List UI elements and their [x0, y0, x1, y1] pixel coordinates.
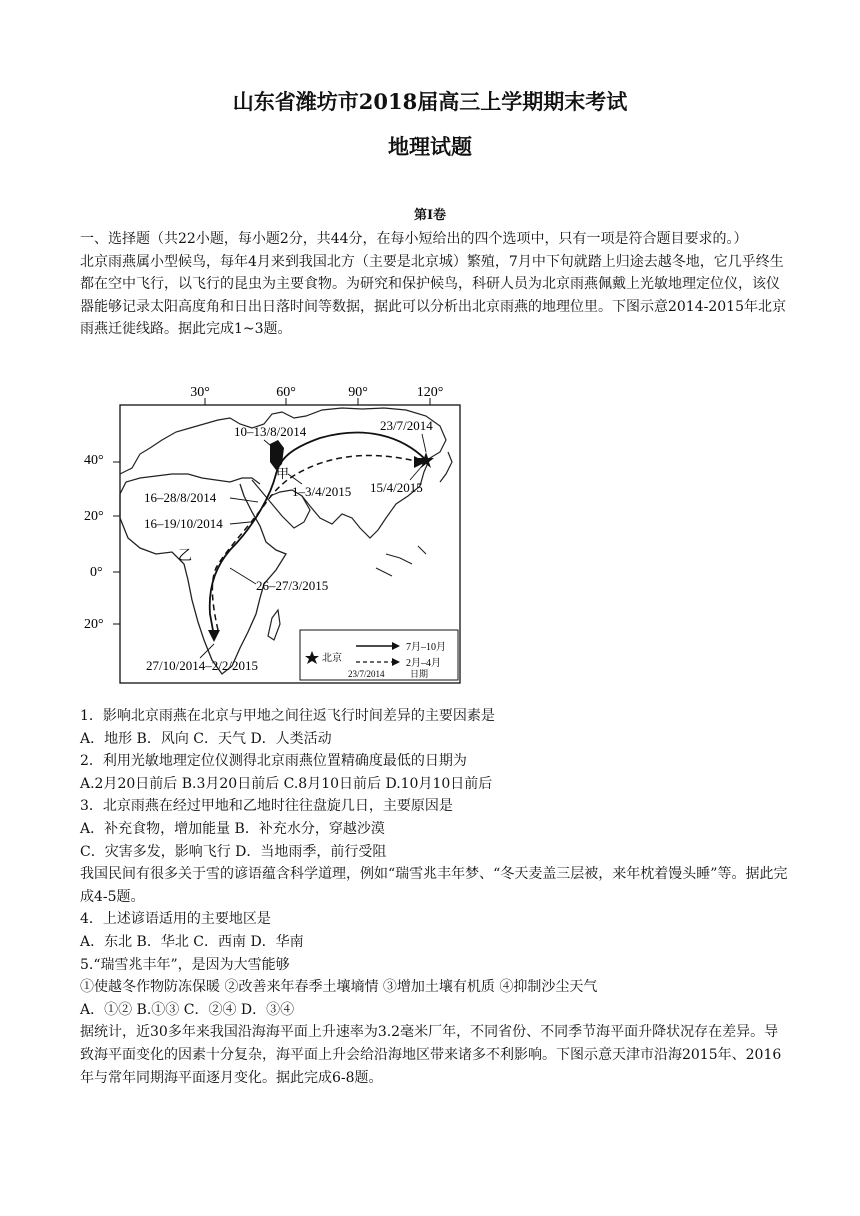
arrow-head-south [208, 630, 220, 642]
migration-map [80, 378, 480, 684]
lat-label-40n: 40° [84, 453, 104, 468]
legend-date-label: 日期 [410, 669, 429, 679]
question-3-options-b: C．灾害多发，影响飞行 D．当地雨季，前行受阻 [80, 843, 387, 860]
legend-beijing: 北京 [322, 653, 342, 664]
exam-title: 山东省潍坊市2018届高三上学期期末考试 [232, 89, 628, 114]
legend-date-example: 23/7/2014 [348, 669, 385, 679]
passage-3: 据统计，近30多年来我国沿海海平面上升速率为3.2毫米厂年，不同省份、不同季节海平面升降状况存在差异。导致海平面变化的因素十分复杂，海平面上升会给沿海地区带来诸多不利影响。下图示意天津市沿海2015年、2016年与常年同期海平面逐月变化。据此完成6-8题。 [80, 1024, 782, 1086]
date-label: 16–19/10/2014 [144, 516, 223, 531]
japan-coast [440, 452, 452, 482]
questions-block [80, 705, 792, 1089]
instructions: 一、选择题（共22小题，每小题2分，共44分，在每小短给出的四个选项中，只有一项是符合题目要求的。） [80, 231, 748, 247]
mediterranean-coast [126, 474, 260, 484]
date-label: 16–28/8/2014 [144, 490, 217, 505]
question-3-options-a: A．补充食物，增加能量 B．补充水分，穿越沙漠 [80, 820, 385, 837]
section-heading: 第Ⅰ卷 [413, 208, 447, 223]
sea-islands [376, 546, 426, 576]
map-legend [300, 630, 458, 680]
intro-block [80, 228, 792, 341]
madagascar [268, 610, 280, 640]
date-label: 26–27/3/2015 [256, 578, 329, 593]
place-yi: 乙 [178, 549, 192, 564]
place-jia: 甲 [276, 466, 290, 481]
lat-label-20n: 20° [84, 509, 104, 524]
exam-subtitle: 地理试题 [388, 134, 472, 159]
date-label: 10–13/8/2014 [234, 424, 307, 439]
date-label: 15/4/2015 [370, 480, 423, 495]
question-5: 5.“瑞雪兆丰年”，是因为大雪能够 [80, 956, 290, 973]
question-4: 4．上述谚语适用的主要地区是 [80, 911, 271, 928]
legend-solid-label: 7月–10月 [406, 642, 446, 653]
question-5-items: ①使越冬作物防冻保暖 ②改善来年春季土壤墒情 ③增加土壤有机质 ④抑制沙尘天气 [80, 979, 598, 996]
lon-label-120: 120° [416, 385, 444, 400]
question-5-options: A．①② B.①③ C．②④ D．③④ [80, 1001, 295, 1018]
lon-label-90: 90° [348, 385, 368, 400]
date-label: 1–3/4/2015 [292, 484, 352, 499]
passage-2: 我国民间有很多关于雪的谚语蕴含科学道理，例如“瑞雪兆丰年梦、“冬天麦盖三层被，来年枕着馒头睡”等。据此完成4-5题。 [80, 866, 788, 905]
legend-dashed-label: 2月–4月 [406, 658, 441, 669]
question-3: 3．北京雨燕在经过甲地和乙地时往往盘旋几日，主要原因是 [80, 798, 453, 815]
lon-label-30: 30° [190, 385, 210, 400]
lat-label-20s: 20° [84, 617, 104, 632]
lon-label-60: 60° [276, 385, 296, 400]
date-label: 27/10/2014–2/2/2015 [146, 658, 258, 673]
question-2: 2．利用光敏地理定位仪测得北京雨燕位置精确度最低的日期为 [80, 753, 467, 770]
lat-label-0: 0° [90, 565, 103, 580]
passage-1: 北京雨燕属小型候鸟，每年4月来到我国北方（主要是北京城）繁殖，7月中下旬就踏上归途去越冬地，它几乎终生都在空中飞行，以飞行的昆虫为主要食物。为研究和保护候鸟，科研人员为北京雨燕佩戴上光敏地理定位仪，该仪器能够记录太阳高度角和日出日落时间等数据，据此可以分析出北京雨燕的地理位里。下图示意2014-2015年北京雨燕迁徙线路。据此完成1~3题。 [80, 253, 786, 338]
route-solid [210, 433, 426, 636]
date-label: 23/7/2014 [380, 418, 433, 433]
question-1: 1．影响北京雨燕在北京与甲地之间往返飞行时间差异的主要因素是 [80, 708, 495, 724]
question-2-options: A.2月20日前后 B.3月20日前后 C.8月10日前后 D.10月10日前后 [80, 775, 493, 792]
question-1-options: A．地形 B．风向 C．天气 D．人类活动 [80, 730, 332, 747]
question-4-options: A．东北 B．华北 C．西南 D．华南 [80, 933, 304, 950]
